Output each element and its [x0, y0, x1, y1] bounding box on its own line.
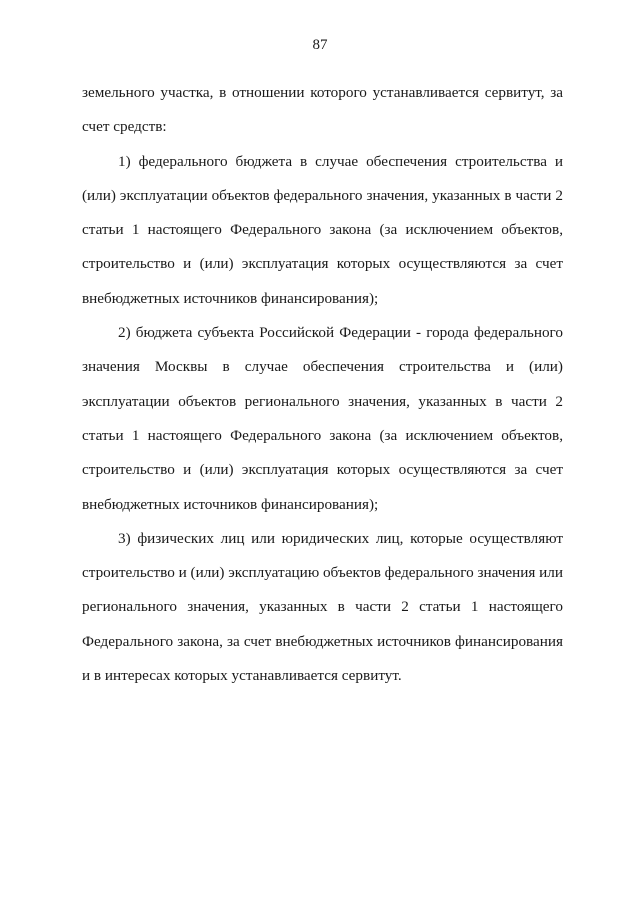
paragraph-item-3: 3) физических лиц или юридических лиц, которые осуществляют строительство и (или) эксплуатацию объектов федерального значения или регионального значения, указанных в части 2 статьи 1 настоящего Федерального закона, за счет внебюджетных источников финансирования и в интересах которых устанавливается сервитут. [82, 529, 563, 685]
page-number: 87 [312, 37, 328, 53]
paragraph-item-1: 1) федерального бюджета в случае обеспечения строительства и (или) эксплуатации объектов федерального значения, указанных в части 2 статьи 1 настоящего Федерального закона (за исключением объектов, строительство и (или) эксплуатация которых осуществляются за счет внебюджетных источников финансирования); [82, 152, 563, 307]
paragraph-continuation: земельного участка, в отношении которого устанавливается сервитут, за счет средств: [82, 84, 563, 136]
paragraph-item-2: 2) бюджета субъекта Российской Федерации - города федерального значения Москвы в случае обеспечения строительства и (или) эксплуатации объектов регионального значения, указанных в части 2 статьи 1 настоящего Федерального закона (за исключением объектов, строительство и (или) эксплуатация которых осуществляются за счет внебюджетных источников финансирования); [82, 324, 563, 513]
document-body [82, 76, 563, 693]
